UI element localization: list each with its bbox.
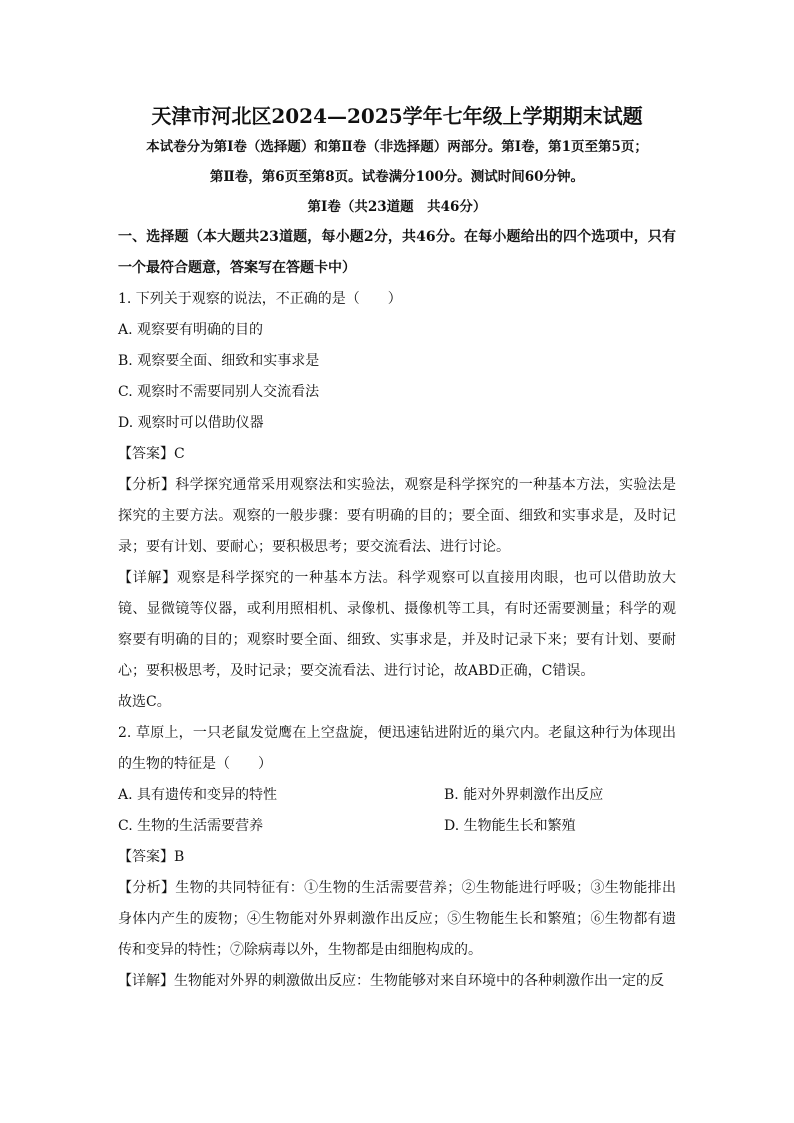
question-2-option-a: A. 具有遗传和变异的特性 [118, 787, 278, 803]
analysis-tag: 【分析】 [118, 477, 176, 493]
answer-value: C [174, 446, 185, 462]
question-2-answer [118, 842, 676, 873]
section-heading: 一、选择题（本大题共23道题，每小题2分，共46分。在每小题给出的四个选项中，只有一个最符合题意，答案写在答题卡中） [118, 229, 676, 276]
question-1-option-d: D. 观察时可以借助仪器 [118, 415, 264, 431]
exam-title: 天津市河北区2024—2025学年七年级上学期期末试题 [151, 104, 643, 128]
document-content [118, 100, 676, 997]
question-2-options-row-2 [118, 811, 676, 842]
part-title: 第Ⅰ卷（共23道题 共46分） [307, 199, 487, 215]
detail-text: 观察是科学探究的一种基本方法。科学观察可以直接用肉眼，也可以借助放大镜、显微镜等仪器，或利用照相机、录像机、摄像机等工具，有时还需要测量；科学的观察要有明确的目的；观察时要全面、细致、实事求是，并及时记录下来；要有计划、要耐心；要积极思考，及时记录；要交流看法、进行讨论，故ABD正确，C错误。 [118, 570, 676, 679]
question-1-answer [118, 439, 676, 470]
question-1-analysis [118, 470, 676, 563]
question-2-detail [118, 966, 676, 997]
question-1-option-b: B. 观察要全面、细致和实事求是 [118, 353, 320, 369]
answer-value: B [174, 849, 185, 865]
detail-text: 生物能对外界的刺激做出反应：生物能够对来自环境中的各种刺激作出一定的反 [174, 973, 664, 989]
question-2-analysis [118, 873, 676, 966]
question-1-option-a: A. 观察要有明确的目的 [118, 322, 264, 338]
answer-tag: 【答案】 [118, 849, 174, 865]
question-1-stem: 1. 下列关于观察的说法，不正确的是（ ） [118, 291, 402, 307]
exam-intro-line1: 本试卷分为第Ⅰ卷（选择题）和第Ⅱ卷（非选择题）两部分。第Ⅰ卷，第1页至第5页； [146, 139, 648, 155]
question-2-option-d: D. 生物能生长和繁殖 [444, 818, 576, 834]
analysis-text: 科学探究通常采用观察法和实验法，观察是科学探究的一种基本方法，实验法是探究的主要方法。观察的一般步骤：要有明确的目的；要全面、细致和实事求是，及时记录；要有计划、要耐心；要积极思考；要交流看法、进行讨论。 [118, 477, 677, 555]
detail-tag: 【详解】 [118, 570, 177, 586]
question-2-stem: 2. 草原上，一只老鼠发觉鹰在上空盘旋，便迅速钻进附近的巢穴内。老鼠这种行为体现出的生物的特征是（ ） [118, 725, 676, 772]
question-2-option-c: C. 生物的生活需要营养 [118, 818, 264, 834]
question-2-options-row-1 [118, 780, 676, 811]
answer-tag: 【答案】 [118, 446, 174, 462]
exam-intro-line2: 第Ⅱ卷，第6页至第8页。试卷满分100分。测试时间60分钟。 [209, 169, 585, 185]
analysis-tag: 【分析】 [118, 880, 176, 896]
question-2-option-b: B. 能对外界刺激作出反应 [444, 787, 604, 803]
question-1-detail [118, 563, 676, 687]
detail-tag: 【详解】 [118, 973, 174, 989]
question-1-option-c: C. 观察时不需要同别人交流看法 [118, 384, 320, 400]
analysis-text: 生物的共同特征有：①生物的生活需要营养；②生物能进行呼吸；③生物能排出身体内产生的废物；④生物能对外界刺激作出反应；⑤生物能生长和繁殖；⑥生物都有遗传和变异的特性；⑦除病毒以外，生物都是由细胞构成的。 [118, 880, 677, 958]
question-1-conclusion: 故选C。 [118, 694, 171, 710]
